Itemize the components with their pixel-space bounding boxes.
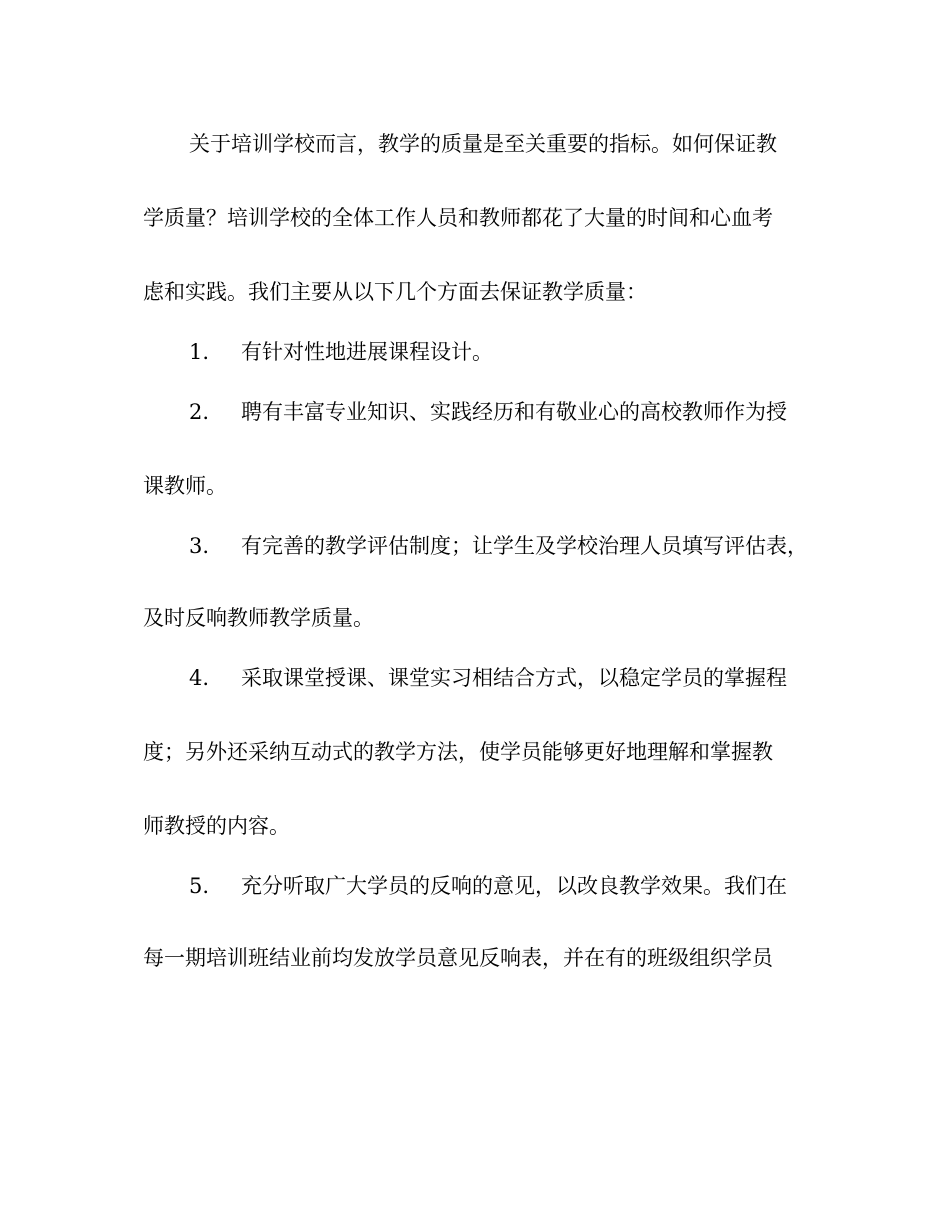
list-item-text: 有针对性地进展课程设计。 xyxy=(241,340,493,364)
list-item-number: 1. xyxy=(189,340,210,364)
list-item-4-continuation-1: 度；另外还采纳互动式的教学方法，使学员能够更好地理解和掌握教 xyxy=(143,740,773,764)
list-item-text: 有完善的教学评估制度；让学生及学校治理人员填写评估表， xyxy=(241,534,808,558)
list-item-2 xyxy=(189,398,879,426)
intro-line-2: 学质量？培训学校的全体工作人员和教师都花了大量的时间和心血考 xyxy=(143,206,773,230)
list-item-text: 采取课堂授课、课堂实习相结合方式，以稳定学员的掌握程 xyxy=(241,666,787,690)
list-item-number: 4. xyxy=(189,666,210,690)
list-item-1 xyxy=(189,338,879,366)
list-item-4-continuation-2: 师教授的内容。 xyxy=(143,814,290,838)
intro-line-3: 虑和实践。我们主要从以下几个方面去保证教学质量： xyxy=(143,280,647,304)
list-item-5-continuation: 每一期培训班结业前均发放学员意见反响表，并在有的班级组织学员 xyxy=(143,946,773,970)
list-item-number: 5. xyxy=(189,874,210,898)
list-item-5 xyxy=(189,872,879,900)
list-item-3-continuation: 及时反响教师教学质量。 xyxy=(143,606,374,630)
list-item-number: 2. xyxy=(189,400,210,424)
intro-line-1: 关于培训学校而言，教学的质量是至关重要的指标。如何保证教 xyxy=(189,132,777,156)
list-item-number: 3. xyxy=(189,534,210,558)
list-item-text: 充分听取广大学员的反响的意见，以改良教学效果。我们在 xyxy=(241,874,787,898)
list-item-2-continuation: 课教师。 xyxy=(143,474,227,498)
list-item-3 xyxy=(189,532,879,560)
list-item-text: 聘有丰富专业知识、实践经历和有敬业心的高校教师作为授 xyxy=(241,400,787,424)
list-item-4 xyxy=(189,664,879,692)
